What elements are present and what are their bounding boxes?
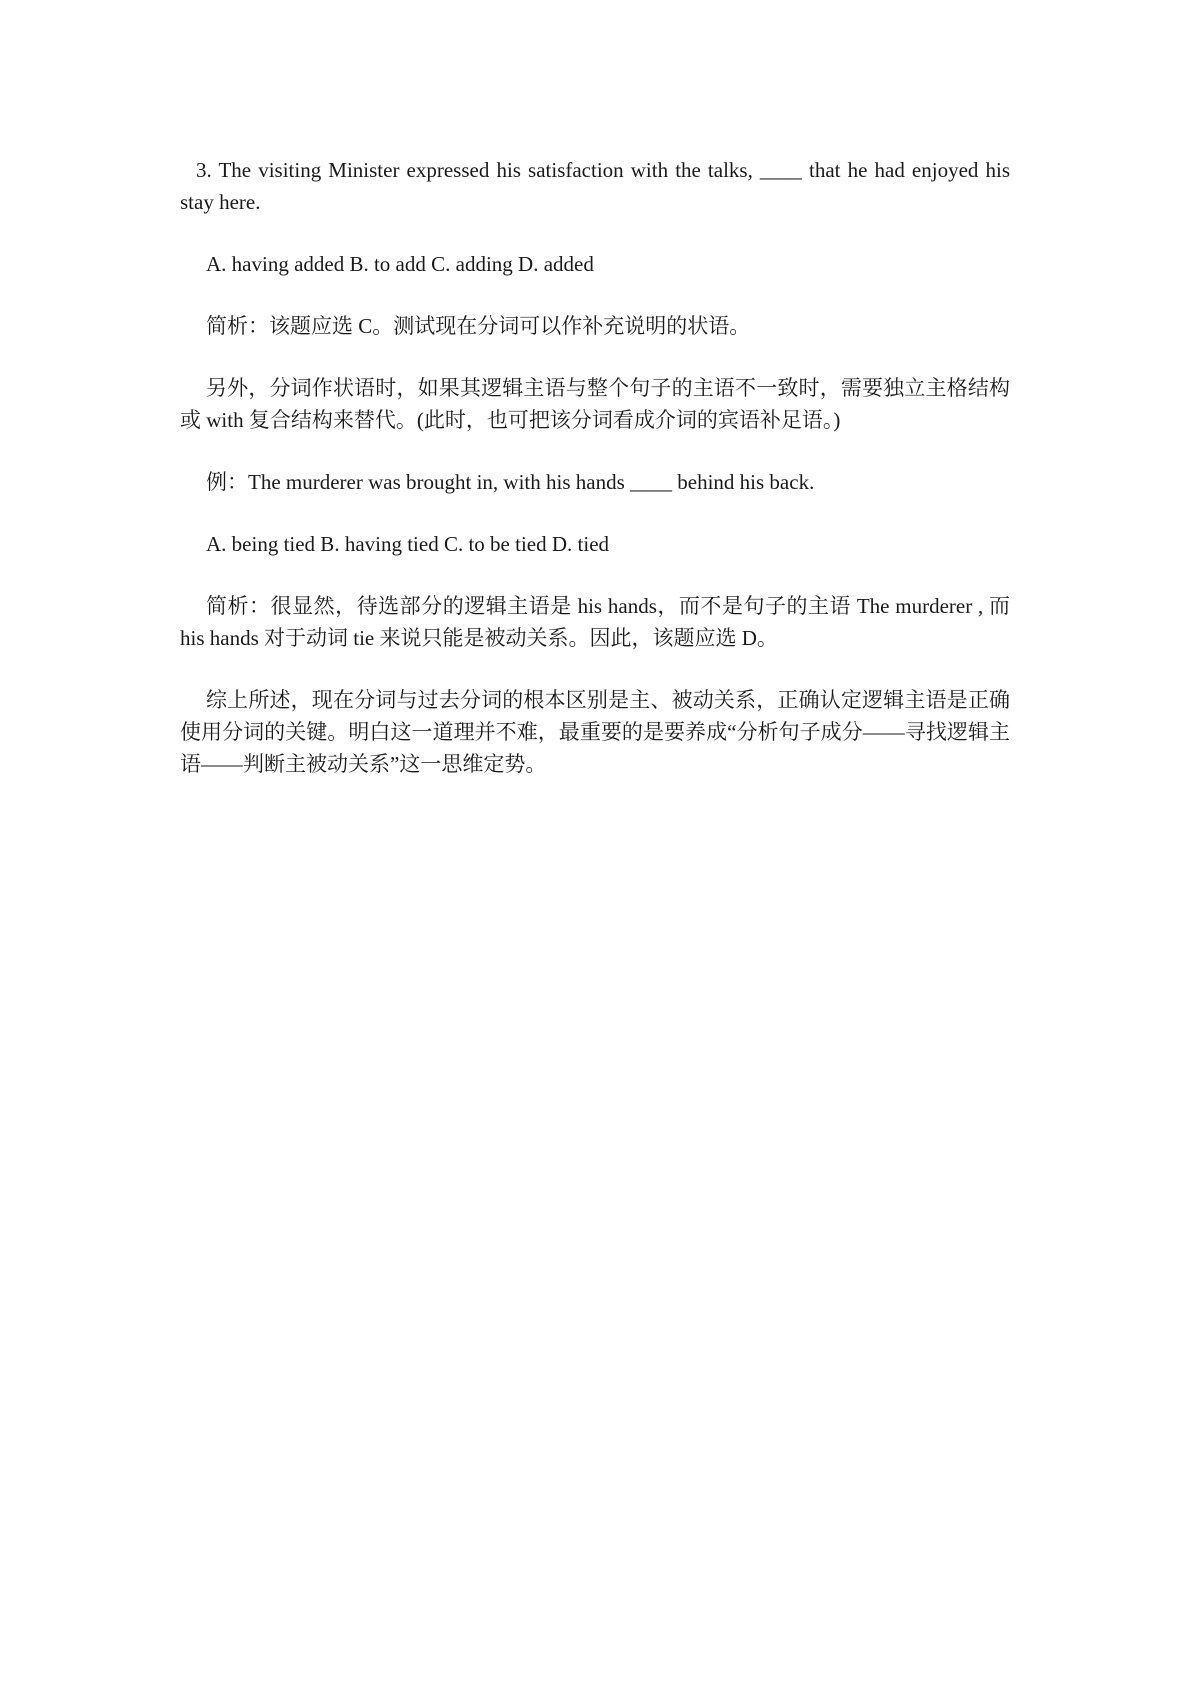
- question-3-analysis: 简析：该题应选 C。测试现在分词可以作补充说明的状语。: [206, 314, 751, 338]
- question-3-paragraph: 3. The visiting Minister expressed his satisfaction with the talks, ____ that he had enjoyed his stay here.: [180, 158, 1010, 214]
- document-body: [180, 154, 1010, 810]
- summary-paragraph: 综上所述，现在分词与过去分词的根本区别是主、被动关系，正确认定逻辑主语是正确使用分词的关键。明白这一道理并不难，最重要的是要养成“分析句子成分——寻找逻辑主语——判断主被动关系”这一思维定势。: [180, 688, 1010, 776]
- question-3-options: A. having added B. to add C. adding D. added: [206, 252, 594, 276]
- example-analysis: 简析：很显然，待选部分的逻辑主语是 his hands，而不是句子的主语 The murderer , 而 his hands 对于动词 tie 来说只能是被动关系。因此，该题应选 D。: [180, 594, 1010, 650]
- supplementary-note-paragraph: 另外，分词作状语时，如果其逻辑主语与整个句子的主语不一致时，需要独立主格结构或 with 复合结构来替代。(此时，也可把该分词看成介词的宾语补足语。): [180, 376, 1010, 432]
- example-sentence: 例：The murderer was brought in, with his hands ____ behind his back.: [206, 470, 815, 494]
- example-options: A. being tied B. having tied C. to be tied D. tied: [206, 532, 610, 556]
